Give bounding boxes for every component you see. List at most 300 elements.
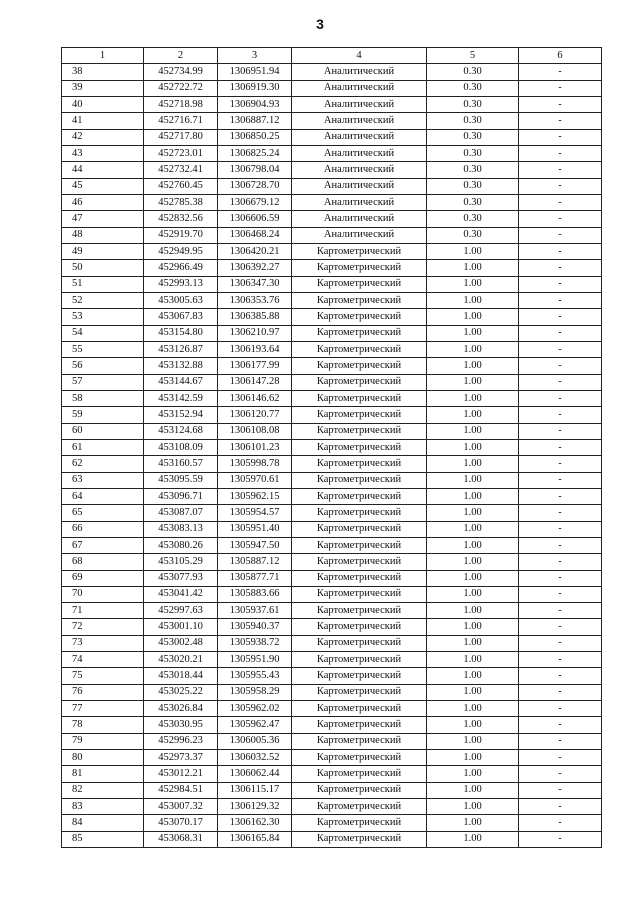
x-coordinate-cell: 453030.95	[144, 717, 218, 733]
y-coordinate-cell: 1305954.57	[218, 505, 292, 521]
method-cell: Картометрический	[292, 586, 427, 602]
y-coordinate-cell: 1305883.66	[218, 586, 292, 602]
method-cell: Картометрический	[292, 831, 427, 847]
point-number-cell: 56	[62, 358, 144, 374]
note-cell: -	[519, 815, 602, 831]
method-cell: Аналитический	[292, 162, 427, 178]
x-coordinate-cell: 453105.29	[144, 554, 218, 570]
table-row	[62, 782, 602, 798]
note-cell: -	[519, 456, 602, 472]
accuracy-cell: 1.00	[427, 260, 519, 276]
method-cell: Аналитический	[292, 194, 427, 210]
point-number-cell: 44	[62, 162, 144, 178]
method-cell: Аналитический	[292, 129, 427, 145]
point-number-cell: 68	[62, 554, 144, 570]
note-cell: -	[519, 325, 602, 341]
accuracy-cell: 1.00	[427, 733, 519, 749]
method-cell: Картометрический	[292, 243, 427, 259]
y-coordinate-cell: 1306210.97	[218, 325, 292, 341]
point-number-cell: 51	[62, 276, 144, 292]
point-number-cell: 41	[62, 113, 144, 129]
x-coordinate-cell: 453132.88	[144, 358, 218, 374]
y-coordinate-cell: 1306850.25	[218, 129, 292, 145]
x-coordinate-cell: 453068.31	[144, 831, 218, 847]
table-row	[62, 309, 602, 325]
y-coordinate-cell: 1306032.52	[218, 750, 292, 766]
method-cell: Картометрический	[292, 554, 427, 570]
point-number-cell: 52	[62, 292, 144, 308]
accuracy-cell: 1.00	[427, 488, 519, 504]
point-number-cell: 70	[62, 586, 144, 602]
table-row	[62, 652, 602, 668]
table-row	[62, 407, 602, 423]
accuracy-cell: 1.00	[427, 815, 519, 831]
y-coordinate-cell: 1306347.30	[218, 276, 292, 292]
x-coordinate-cell: 453002.48	[144, 635, 218, 651]
point-number-cell: 75	[62, 668, 144, 684]
y-coordinate-cell: 1306728.70	[218, 178, 292, 194]
point-number-cell: 85	[62, 831, 144, 847]
x-coordinate-cell: 452949.95	[144, 243, 218, 259]
table-row	[62, 358, 602, 374]
y-coordinate-cell: 1306468.24	[218, 227, 292, 243]
method-cell: Картометрический	[292, 652, 427, 668]
accuracy-cell: 0.30	[427, 96, 519, 112]
table-row	[62, 733, 602, 749]
note-cell: -	[519, 799, 602, 815]
point-number-cell: 71	[62, 603, 144, 619]
x-coordinate-cell: 453020.21	[144, 652, 218, 668]
note-cell: -	[519, 619, 602, 635]
point-number-cell: 73	[62, 635, 144, 651]
accuracy-cell: 0.30	[427, 194, 519, 210]
x-coordinate-cell: 452997.63	[144, 603, 218, 619]
accuracy-cell: 1.00	[427, 668, 519, 684]
x-coordinate-cell: 453077.93	[144, 570, 218, 586]
note-cell: -	[519, 766, 602, 782]
accuracy-cell: 1.00	[427, 766, 519, 782]
accuracy-cell: 0.30	[427, 178, 519, 194]
x-coordinate-cell: 453154.80	[144, 325, 218, 341]
point-number-cell: 80	[62, 750, 144, 766]
accuracy-cell: 1.00	[427, 292, 519, 308]
method-cell: Аналитический	[292, 113, 427, 129]
x-coordinate-cell: 453124.68	[144, 423, 218, 439]
table-row	[62, 488, 602, 504]
y-coordinate-cell: 1306420.21	[218, 243, 292, 259]
method-cell: Картометрический	[292, 358, 427, 374]
table-row	[62, 831, 602, 847]
x-coordinate-cell: 452832.56	[144, 211, 218, 227]
method-cell: Картометрический	[292, 537, 427, 553]
point-number-cell: 82	[62, 782, 144, 798]
note-cell: -	[519, 211, 602, 227]
x-coordinate-cell: 452716.71	[144, 113, 218, 129]
table-row	[62, 554, 602, 570]
method-cell: Картометрический	[292, 570, 427, 586]
note-cell: -	[519, 243, 602, 259]
accuracy-cell: 1.00	[427, 603, 519, 619]
point-number-cell: 49	[62, 243, 144, 259]
column-header: 5	[427, 48, 519, 64]
table-header-row	[62, 48, 602, 64]
point-number-cell: 72	[62, 619, 144, 635]
page-number: 3	[316, 16, 324, 32]
point-number-cell: 46	[62, 194, 144, 210]
y-coordinate-cell: 1305938.72	[218, 635, 292, 651]
point-number-cell: 43	[62, 145, 144, 161]
accuracy-cell: 0.30	[427, 211, 519, 227]
method-cell: Картометрический	[292, 407, 427, 423]
table-row	[62, 390, 602, 406]
method-cell: Картометрический	[292, 456, 427, 472]
y-coordinate-cell: 1305937.61	[218, 603, 292, 619]
method-cell: Аналитический	[292, 64, 427, 80]
y-coordinate-cell: 1306951.94	[218, 64, 292, 80]
note-cell: -	[519, 684, 602, 700]
note-cell: -	[519, 341, 602, 357]
note-cell: -	[519, 358, 602, 374]
point-number-cell: 45	[62, 178, 144, 194]
table-row	[62, 145, 602, 161]
accuracy-cell: 0.30	[427, 64, 519, 80]
note-cell: -	[519, 194, 602, 210]
y-coordinate-cell: 1306165.84	[218, 831, 292, 847]
method-cell: Картометрический	[292, 260, 427, 276]
point-number-cell: 54	[62, 325, 144, 341]
y-coordinate-cell: 1306162.30	[218, 815, 292, 831]
note-cell: -	[519, 488, 602, 504]
table-row	[62, 570, 602, 586]
accuracy-cell: 0.30	[427, 129, 519, 145]
point-number-cell: 42	[62, 129, 144, 145]
accuracy-cell: 1.00	[427, 619, 519, 635]
note-cell: -	[519, 635, 602, 651]
y-coordinate-cell: 1305955.43	[218, 668, 292, 684]
accuracy-cell: 1.00	[427, 505, 519, 521]
note-cell: -	[519, 521, 602, 537]
point-number-cell: 60	[62, 423, 144, 439]
x-coordinate-cell: 452722.72	[144, 80, 218, 96]
x-coordinate-cell: 453080.26	[144, 537, 218, 553]
point-number-cell: 66	[62, 521, 144, 537]
note-cell: -	[519, 129, 602, 145]
column-header: 4	[292, 48, 427, 64]
accuracy-cell: 0.30	[427, 80, 519, 96]
method-cell: Картометрический	[292, 292, 427, 308]
table-row	[62, 162, 602, 178]
note-cell: -	[519, 537, 602, 553]
y-coordinate-cell: 1305962.02	[218, 701, 292, 717]
coordinates-table	[61, 47, 602, 848]
accuracy-cell: 1.00	[427, 782, 519, 798]
y-coordinate-cell: 1305998.78	[218, 456, 292, 472]
accuracy-cell: 1.00	[427, 243, 519, 259]
method-cell: Картометрический	[292, 521, 427, 537]
table-row	[62, 505, 602, 521]
accuracy-cell: 0.30	[427, 227, 519, 243]
y-coordinate-cell: 1306798.04	[218, 162, 292, 178]
y-coordinate-cell: 1306904.93	[218, 96, 292, 112]
table-row	[62, 292, 602, 308]
accuracy-cell: 1.00	[427, 701, 519, 717]
table-row	[62, 227, 602, 243]
x-coordinate-cell: 453095.59	[144, 472, 218, 488]
point-number-cell: 50	[62, 260, 144, 276]
y-coordinate-cell: 1306147.28	[218, 374, 292, 390]
note-cell: -	[519, 733, 602, 749]
point-number-cell: 74	[62, 652, 144, 668]
note-cell: -	[519, 423, 602, 439]
y-coordinate-cell: 1306887.12	[218, 113, 292, 129]
point-number-cell: 83	[62, 799, 144, 815]
x-coordinate-cell: 453152.94	[144, 407, 218, 423]
column-header: 6	[519, 48, 602, 64]
method-cell: Картометрический	[292, 439, 427, 455]
method-cell: Картометрический	[292, 733, 427, 749]
table-row	[62, 799, 602, 815]
accuracy-cell: 1.00	[427, 570, 519, 586]
point-number-cell: 63	[62, 472, 144, 488]
accuracy-cell: 1.00	[427, 439, 519, 455]
note-cell: -	[519, 407, 602, 423]
accuracy-cell: 1.00	[427, 521, 519, 537]
column-header: 1	[62, 48, 144, 64]
accuracy-cell: 1.00	[427, 456, 519, 472]
accuracy-cell: 1.00	[427, 652, 519, 668]
method-cell: Картометрический	[292, 276, 427, 292]
method-cell: Картометрический	[292, 374, 427, 390]
accuracy-cell: 1.00	[427, 717, 519, 733]
y-coordinate-cell: 1305962.47	[218, 717, 292, 733]
accuracy-cell: 1.00	[427, 799, 519, 815]
table-row	[62, 178, 602, 194]
accuracy-cell: 1.00	[427, 390, 519, 406]
table-row	[62, 456, 602, 472]
y-coordinate-cell: 1305947.50	[218, 537, 292, 553]
table-row	[62, 603, 602, 619]
x-coordinate-cell: 452993.13	[144, 276, 218, 292]
x-coordinate-cell: 453005.63	[144, 292, 218, 308]
note-cell: -	[519, 80, 602, 96]
accuracy-cell: 1.00	[427, 684, 519, 700]
point-number-cell: 78	[62, 717, 144, 733]
y-coordinate-cell: 1306120.77	[218, 407, 292, 423]
accuracy-cell: 1.00	[427, 358, 519, 374]
accuracy-cell: 1.00	[427, 341, 519, 357]
y-coordinate-cell: 1305951.40	[218, 521, 292, 537]
note-cell: -	[519, 374, 602, 390]
note-cell: -	[519, 390, 602, 406]
method-cell: Картометрический	[292, 390, 427, 406]
accuracy-cell: 1.00	[427, 407, 519, 423]
note-cell: -	[519, 178, 602, 194]
note-cell: -	[519, 113, 602, 129]
column-header: 3	[218, 48, 292, 64]
y-coordinate-cell: 1305940.37	[218, 619, 292, 635]
table-row	[62, 701, 602, 717]
note-cell: -	[519, 276, 602, 292]
table-row	[62, 325, 602, 341]
method-cell: Картометрический	[292, 717, 427, 733]
table-row	[62, 717, 602, 733]
note-cell: -	[519, 292, 602, 308]
method-cell: Аналитический	[292, 178, 427, 194]
point-number-cell: 81	[62, 766, 144, 782]
table-row	[62, 537, 602, 553]
x-coordinate-cell: 453067.83	[144, 309, 218, 325]
y-coordinate-cell: 1306101.23	[218, 439, 292, 455]
point-number-cell: 38	[62, 64, 144, 80]
method-cell: Картометрический	[292, 701, 427, 717]
accuracy-cell: 1.00	[427, 554, 519, 570]
note-cell: -	[519, 782, 602, 798]
note-cell: -	[519, 64, 602, 80]
method-cell: Картометрический	[292, 750, 427, 766]
point-number-cell: 79	[62, 733, 144, 749]
accuracy-cell: 0.30	[427, 113, 519, 129]
table-row	[62, 423, 602, 439]
y-coordinate-cell: 1306108.08	[218, 423, 292, 439]
y-coordinate-cell: 1305962.15	[218, 488, 292, 504]
x-coordinate-cell: 453083.13	[144, 521, 218, 537]
note-cell: -	[519, 831, 602, 847]
point-number-cell: 69	[62, 570, 144, 586]
method-cell: Аналитический	[292, 227, 427, 243]
note-cell: -	[519, 227, 602, 243]
accuracy-cell: 1.00	[427, 325, 519, 341]
table-row	[62, 815, 602, 831]
point-number-cell: 47	[62, 211, 144, 227]
table-row	[62, 586, 602, 602]
y-coordinate-cell: 1306062.44	[218, 766, 292, 782]
point-number-cell: 77	[62, 701, 144, 717]
y-coordinate-cell: 1306177.99	[218, 358, 292, 374]
x-coordinate-cell: 452973.37	[144, 750, 218, 766]
method-cell: Аналитический	[292, 211, 427, 227]
point-number-cell: 48	[62, 227, 144, 243]
table-row	[62, 260, 602, 276]
note-cell: -	[519, 554, 602, 570]
method-cell: Картометрический	[292, 423, 427, 439]
y-coordinate-cell: 1306193.64	[218, 341, 292, 357]
x-coordinate-cell: 452717.80	[144, 129, 218, 145]
point-number-cell: 65	[62, 505, 144, 521]
table-row	[62, 439, 602, 455]
x-coordinate-cell: 453018.44	[144, 668, 218, 684]
accuracy-cell: 1.00	[427, 276, 519, 292]
y-coordinate-cell: 1305958.29	[218, 684, 292, 700]
method-cell: Аналитический	[292, 96, 427, 112]
x-coordinate-cell: 452760.45	[144, 178, 218, 194]
x-coordinate-cell: 453087.07	[144, 505, 218, 521]
note-cell: -	[519, 472, 602, 488]
table-row	[62, 341, 602, 357]
x-coordinate-cell: 452723.01	[144, 145, 218, 161]
table-row	[62, 374, 602, 390]
table-row	[62, 276, 602, 292]
note-cell: -	[519, 439, 602, 455]
method-cell: Картометрический	[292, 325, 427, 341]
x-coordinate-cell: 452984.51	[144, 782, 218, 798]
method-cell: Картометрический	[292, 815, 427, 831]
x-coordinate-cell: 452919.70	[144, 227, 218, 243]
y-coordinate-cell: 1306919.30	[218, 80, 292, 96]
method-cell: Картометрический	[292, 635, 427, 651]
y-coordinate-cell: 1306146.62	[218, 390, 292, 406]
x-coordinate-cell: 453012.21	[144, 766, 218, 782]
point-number-cell: 62	[62, 456, 144, 472]
y-coordinate-cell: 1306385.88	[218, 309, 292, 325]
x-coordinate-cell: 453025.22	[144, 684, 218, 700]
note-cell: -	[519, 145, 602, 161]
table-row	[62, 635, 602, 651]
point-number-cell: 40	[62, 96, 144, 112]
accuracy-cell: 0.30	[427, 145, 519, 161]
note-cell: -	[519, 750, 602, 766]
point-number-cell: 61	[62, 439, 144, 455]
note-cell: -	[519, 505, 602, 521]
table-row	[62, 619, 602, 635]
table-row	[62, 472, 602, 488]
accuracy-cell: 1.00	[427, 472, 519, 488]
x-coordinate-cell: 453142.59	[144, 390, 218, 406]
method-cell: Картометрический	[292, 309, 427, 325]
accuracy-cell: 1.00	[427, 750, 519, 766]
table-row	[62, 668, 602, 684]
accuracy-cell: 1.00	[427, 537, 519, 553]
table-row	[62, 80, 602, 96]
accuracy-cell: 1.00	[427, 635, 519, 651]
method-cell: Картометрический	[292, 488, 427, 504]
table-row	[62, 64, 602, 80]
x-coordinate-cell: 452996.23	[144, 733, 218, 749]
table-row	[62, 243, 602, 259]
y-coordinate-cell: 1305951.90	[218, 652, 292, 668]
y-coordinate-cell: 1306606.59	[218, 211, 292, 227]
x-coordinate-cell: 452785.38	[144, 194, 218, 210]
accuracy-cell: 0.30	[427, 162, 519, 178]
y-coordinate-cell: 1306005.36	[218, 733, 292, 749]
x-coordinate-cell: 452966.49	[144, 260, 218, 276]
method-cell: Аналитический	[292, 145, 427, 161]
x-coordinate-cell: 452734.99	[144, 64, 218, 80]
table-row	[62, 684, 602, 700]
point-number-cell: 39	[62, 80, 144, 96]
x-coordinate-cell: 453001.10	[144, 619, 218, 635]
note-cell: -	[519, 96, 602, 112]
accuracy-cell: 1.00	[427, 586, 519, 602]
table-row	[62, 521, 602, 537]
method-cell: Картометрический	[292, 799, 427, 815]
point-number-cell: 53	[62, 309, 144, 325]
point-number-cell: 67	[62, 537, 144, 553]
point-number-cell: 59	[62, 407, 144, 423]
y-coordinate-cell: 1305877.71	[218, 570, 292, 586]
x-coordinate-cell: 453070.17	[144, 815, 218, 831]
table-row	[62, 211, 602, 227]
accuracy-cell: 1.00	[427, 374, 519, 390]
point-number-cell: 55	[62, 341, 144, 357]
y-coordinate-cell: 1306353.76	[218, 292, 292, 308]
x-coordinate-cell: 453026.84	[144, 701, 218, 717]
note-cell: -	[519, 652, 602, 668]
accuracy-cell: 1.00	[427, 309, 519, 325]
method-cell: Картометрический	[292, 505, 427, 521]
note-cell: -	[519, 701, 602, 717]
note-cell: -	[519, 162, 602, 178]
point-number-cell: 58	[62, 390, 144, 406]
